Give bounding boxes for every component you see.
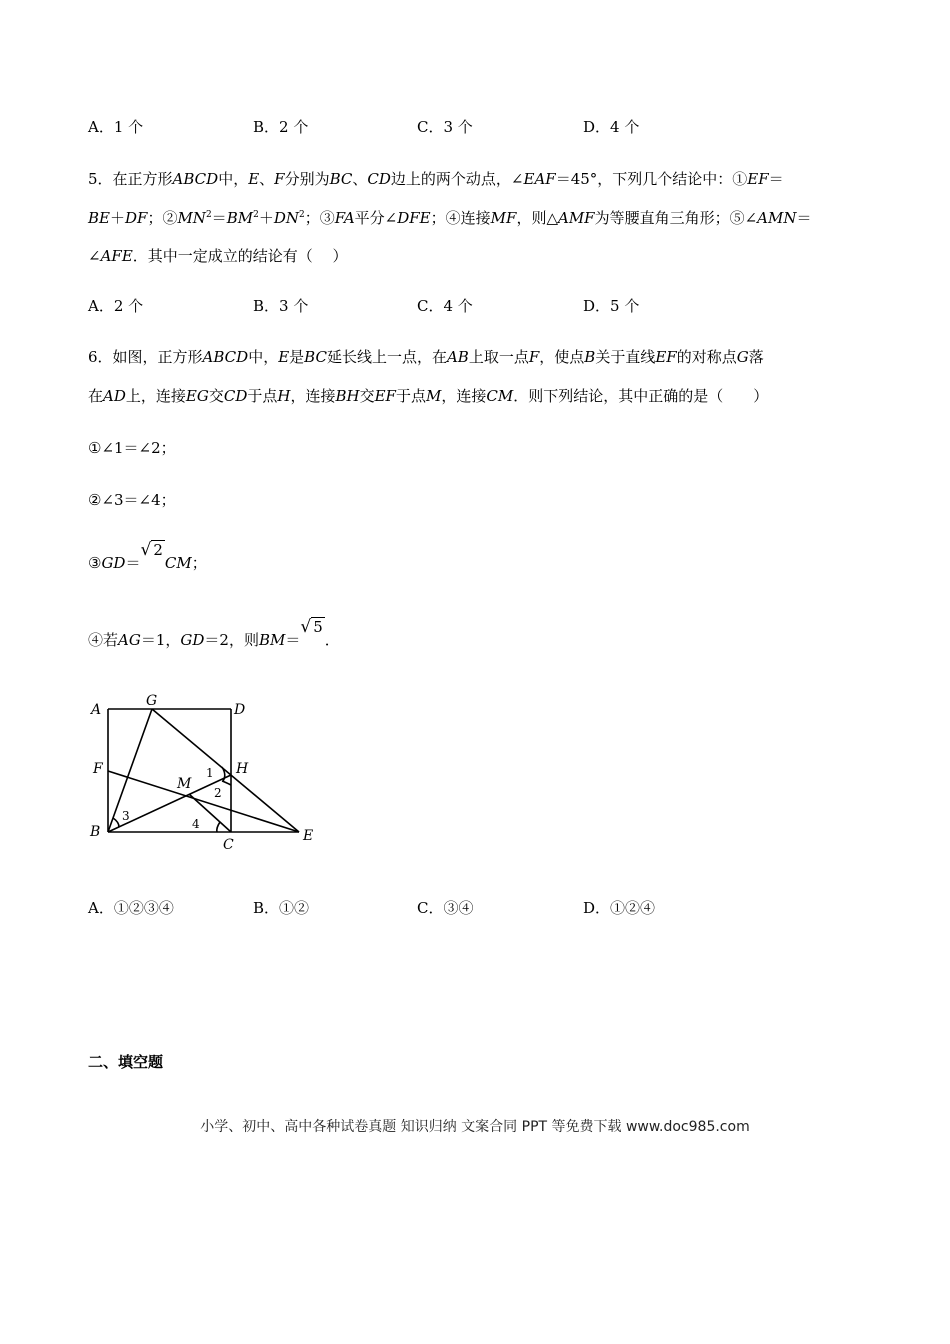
q6-option-d: D．①②④ <box>583 899 656 917</box>
q6-line-1: 6．如图，正方形ABCD中，E是BC延长线上一点，在AB上取一点F，使点B关于直线EF的对称点G落 <box>88 348 764 366</box>
angle-2-arc <box>222 781 231 785</box>
q6-line-2: 在AD上，连接EG交CD于点H，连接BH交EF于点M，连接CM．则下列结论，其中正确的是（ ） <box>88 387 769 405</box>
q6-option-b: B．①② <box>253 899 310 917</box>
q4-option-b: B．2 个 <box>253 118 309 136</box>
label-H: H <box>236 761 249 777</box>
q6-statement-2: ②∠3＝∠4； <box>88 491 176 509</box>
q6-statement-4: ④若AG＝1，GD＝2，则BM＝√ 5． <box>88 617 340 649</box>
label-angle-3: 3 <box>122 809 130 823</box>
label-angle-1: 1 <box>206 766 214 780</box>
q5-option-b: B．3 个 <box>253 297 309 315</box>
segment-BH <box>108 775 231 832</box>
sqrt-2: √ 2 <box>140 540 163 560</box>
footer-text: 小学、初中、高中各种试卷真题 知识归纳 文案合同 PPT 等免费下载 www.doc985.com <box>200 1119 750 1135</box>
label-D: D <box>234 702 246 718</box>
label-angle-2: 2 <box>214 786 222 800</box>
segment-BG <box>108 709 152 832</box>
angle-4-arc <box>217 822 220 832</box>
label-angle-4: 4 <box>192 817 200 831</box>
q5-line-2: BE＋DF；$②MN^2=BM^2+DN^2$；③FA平分∠DFE；④连接MF，则△AMF为等腰直角三角形；⑤∠AMN＝ <box>88 209 812 227</box>
q6-statement-1: ①∠1＝∠2； <box>88 439 176 457</box>
q6-option-a: A．①②③④ <box>88 899 174 917</box>
q6-statement-3: ③GD＝√ 2CM； <box>88 540 207 572</box>
sqrt-5: √ 5 <box>300 617 323 637</box>
segment-FE <box>108 771 299 832</box>
section-title: 二、填空题 <box>88 1053 164 1071</box>
q5-option-d: D．5 个 <box>583 297 640 315</box>
label-F: F <box>93 761 103 777</box>
label-M: M <box>177 776 192 792</box>
label-C: C <box>223 837 234 853</box>
q5-line-1: 5．在正方形ABCD中，E、F分别为BC、CD边上的两个动点，∠EAF＝45°，下列几个结论中：①EF＝ <box>88 170 784 188</box>
label-A: A <box>91 702 102 718</box>
q4-option-c: C．3 个 <box>417 118 473 136</box>
geometry-figure <box>86 688 326 854</box>
label-E: E <box>303 828 314 844</box>
q5-option-c: C．4 个 <box>417 297 473 315</box>
q4-option-d: D．4 个 <box>583 118 640 136</box>
label-G: G <box>146 693 158 709</box>
q4-option-a: A．1 个 <box>88 118 144 136</box>
angle-3-arc <box>113 818 119 827</box>
segment-GE <box>152 709 299 832</box>
q5-line-3: ∠AFE．其中一定成立的结论有（ ） <box>88 247 348 265</box>
label-B: B <box>90 824 101 840</box>
q5-option-a: A．2 个 <box>88 297 144 315</box>
q6-option-c: C．③④ <box>417 899 474 917</box>
